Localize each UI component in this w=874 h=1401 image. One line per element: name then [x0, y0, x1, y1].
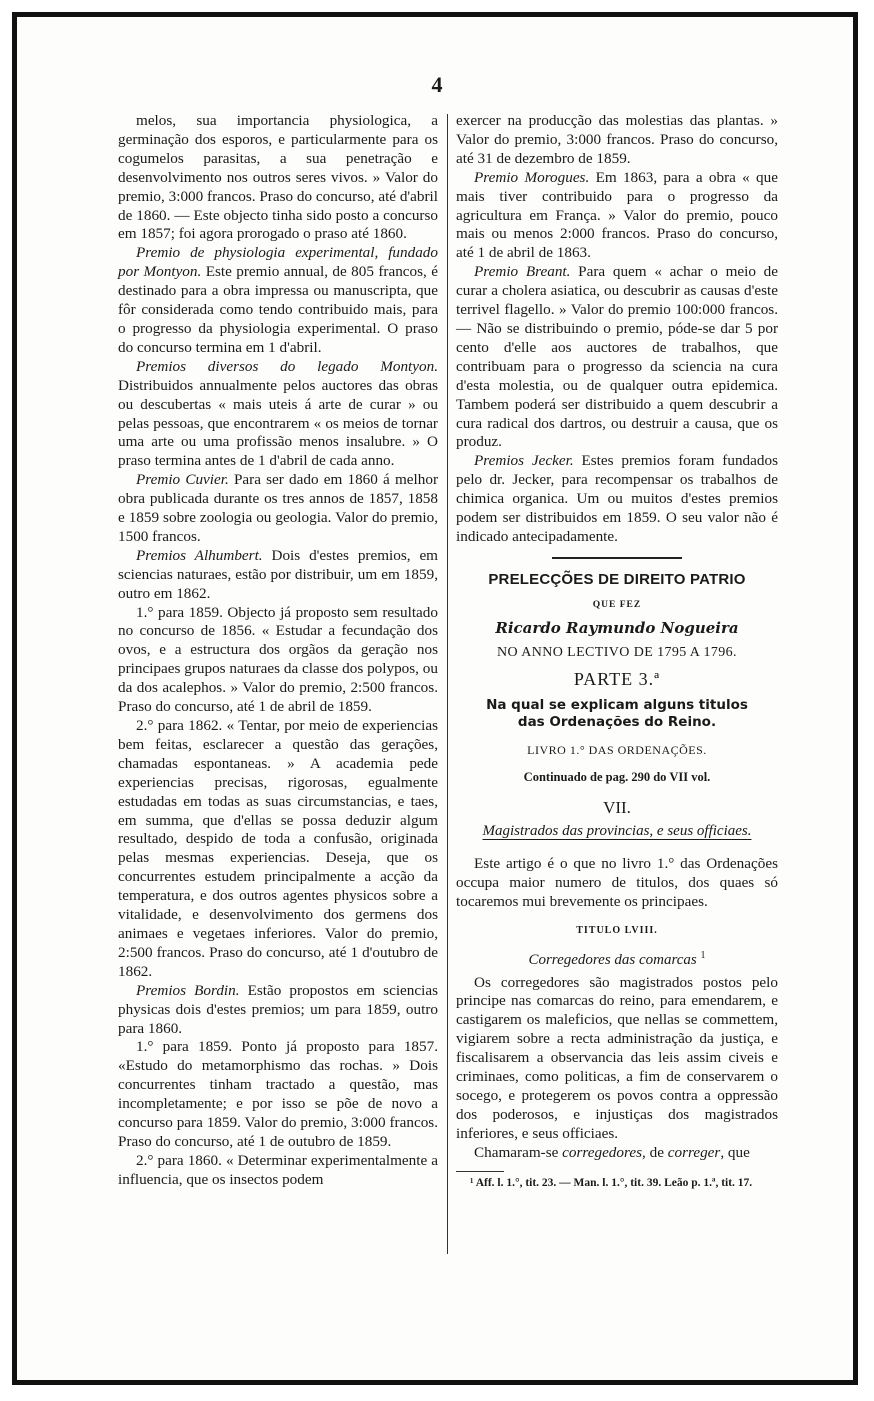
- part-title: PARTE 3.ª: [573, 669, 661, 690]
- paragraph: 2.° para 1860. « Determinar experimentalmente a influencia, que os insectos podem: [118, 1151, 438, 1188]
- paragraph: [118, 982, 438, 1039]
- part-subtitle-line-2: das Ordenações do Reino.: [517, 714, 717, 731]
- paragraph-text: Distribuidos annualmente pelos auctores das obras ou descubertas « mais uteis á arte de curar » ou pelas pessoas, que encontrarem « os meios de tornar uma arte ou uma profissão menos insalubre. » O praso termina antes de 1 d'abril de cada anno.: [118, 376, 438, 470]
- paragraph-lead: Premios Alhumbert.: [136, 546, 263, 564]
- section-number: VII.: [603, 798, 631, 818]
- paragraph: [456, 263, 778, 452]
- paragraph-text: Este premio annual, de 805 francos, é destinado para a obra impressa ou manuscripta, que fôr considerada como tendo contribuido mais, para o progresso da physiologia experimental. O praso do concurso termina em 1 d'abril.: [118, 263, 438, 356]
- footnote: ¹ Aff. l. 1.°, tit. 23. — Man. l. 1.°, tit. 39. Leão p. 1.ª, tit. 17.: [470, 1176, 753, 1189]
- section-title: Magistrados das provincias, e seus officiaes.: [482, 823, 752, 840]
- paragraph-lead: Premios diversos do legado Montyon.: [136, 357, 438, 375]
- part-subtitle: [456, 697, 778, 731]
- paragraph: [456, 452, 778, 547]
- paragraph: [118, 244, 438, 357]
- paragraph: [118, 547, 438, 604]
- paragraph: [456, 112, 778, 169]
- section-intro: Este artigo é o que no livro 1.° das Ordenações occupa maior numero de titulos, dos quaes só tocaremos mui brevemente os principaes.: [456, 855, 778, 910]
- que-fez-label: QUE FEZ: [592, 599, 642, 610]
- paragraph-text: Em 1863, para a obra « que mais tiver contribuido para o progresso da agricultura em França. » Valor do premio, pouco mais ou menos 2:000 francos. Praso do concurso, até 1 de abril de 1863.: [456, 168, 778, 262]
- paragraph-lead: Premios Bordin.: [136, 981, 240, 999]
- last-line-italic-1: corregedores: [562, 1143, 642, 1161]
- right-column-body: [456, 974, 778, 1144]
- paragraph: 2.° para 1862. « Tentar, por meio de experiencias bem feitas, esclarecer a questão das gerações, chamadas espontaneas. » A academia pede experiencias precisas, rigorosas, egualmente estudadas em todas as suas circumstancias, e taes, em summa, que d'ellas se possa deduzir algum resultado, despido de toda a confusão, originada pelas mesmas experiencias. Deseja, que os concurrentes estudem principalmente a acção da temperatura, e dos outros agentes physicos sobre a vitalidade, e desenvolvimento dos germens dos animaes e vegetaes inferiores. Valor do premio, 2:500 francos. Praso do concurso, até 1 d'outubro de 1862.: [118, 717, 438, 980]
- paragraph-text: Para quem « achar o meio de curar a cholera asiatica, ou descubrir as causas d'este terrivel flagello. » Valor do premio 100:000 francos. — Não se distribuindo o premio, póde-se dar 5 por cento d'elle aos auctores de trabalhos, que contribuam para o progresso da sciencia na cura d'esta molestia, ou de qualquer outra epidemica. Tambem poderá ser distribuido a quem descubrir a cura radical dos dartros, ou destruir a causa, que os produz.: [456, 263, 778, 451]
- left-column: [118, 112, 438, 1190]
- paragraph-text: Para ser dado em 1860 á melhor obra publicada durante os tres annos de 1857, 1858 e 1859 sobre zoologia ou geologia. Valor do premio, 1500 francos.: [118, 471, 438, 545]
- paragraph: melos, sua importancia physiologica, a germinação dos esporos, e particularmente para os cogumelos parasitas, a sua penetração e desenvolvimento nos outros seres vivos. » Valor do premio, 3:000 francos. Praso do concurso, até d'abril de 1860. — Este objecto tinha sido posto a concurso em 1857; foi agora prorogado o praso até 1860.: [118, 112, 438, 243]
- author-name: Ricardo Raymundo Nogueira: [495, 618, 739, 637]
- paragraph-text: Estes premios foram fundados pelo dr. Jecker, para recompensar os trabalhos de chimica organica. Um ou muitos d'estes premios podem ser distribuidos em 1859. O seu valor não é indicado antecipadamente.: [456, 452, 778, 545]
- section-rule: [552, 557, 682, 559]
- paragraph: Os corregedores são magistrados postos pelo principe nas comarcas do reino, para emendarem, e castigarem os maleficios, que nellas se commettem, vigiarem sobre a recta administração da justiça, e fiscalisarem a observancia das leis assim civeis e criminaes, como politicas, a fim de conservarem o socego, e protegerem os povos contra a oppressão dos poderosos, e injustiças dos magistrados inferiores, e seus officiaes.: [456, 973, 778, 1142]
- footnote-rule: [456, 1171, 504, 1172]
- paragraph-text: Dois d'estes premios, em sciencias naturaes, estão por distribuir, um em 1859, outro em 1862.: [118, 546, 438, 602]
- paragraph-lead: Premio Cuvier.: [136, 471, 229, 489]
- titulo-label: TITULO LVIII.: [576, 924, 658, 936]
- last-line-italic-2: correger: [667, 1143, 721, 1161]
- footnote-mark: 1: [700, 949, 706, 961]
- part-subtitle-line-1: Na qual se explicam alguns titulos: [486, 697, 748, 714]
- page-number: 4: [431, 72, 443, 97]
- paragraph-text: exercer na producção das molestias das plantas. » Valor do premio, 3:000 francos. Praso do concurso, até 31 de dezembro de 1859.: [456, 112, 778, 167]
- lecture-title: PRELECÇÕES DE DIREITO PATRIO: [488, 570, 746, 588]
- continued-note: Continuado de pag. 290 do VII vol.: [523, 770, 711, 785]
- lecture-heading: [456, 571, 778, 841]
- last-line-post: , que: [720, 1143, 750, 1161]
- paragraph-lead: Premio de physiologia experimental, fundado por Montyon.: [118, 244, 438, 281]
- paragraph-lead: Premio Breant.: [474, 263, 571, 281]
- right-column: [456, 112, 778, 1190]
- column-divider: [447, 114, 448, 1254]
- last-line-mid: , de: [642, 1143, 668, 1161]
- last-line-pre: Chamaram-se: [474, 1143, 563, 1161]
- paragraph: [118, 358, 438, 471]
- paragraph: 1.° para 1859. Ponto já proposto para 1857. «Estudo do metamorphismo das rochas. » Dois concurrentes tinham tractado a questão, mas incompletamente; e por isso se põe de novo a concurso para 1859. Valor do premio, 3:000 francos. Praso do concurso, até 1 de outubro de 1859.: [118, 1038, 438, 1150]
- paragraph-text: Estão propostos em sciencias physicas dois d'estes premios; um para 1859, outro para 1860.: [118, 981, 438, 1037]
- paragraph: [118, 471, 438, 547]
- book-label: LIVRO 1.° DAS ORDENAÇÕES.: [527, 743, 707, 758]
- titulo-name: [456, 947, 778, 970]
- titulo-name-text: Corregedores das comarcas: [528, 951, 697, 968]
- academic-year: NO ANNO LECTIVO DE 1795 A 1796.: [497, 644, 737, 660]
- paragraph-lead: Premios Jecker.: [474, 452, 574, 470]
- paragraph-lead: Premio Morogues.: [474, 168, 590, 186]
- right-column-prize-text: [456, 112, 778, 547]
- paragraph: 1.° para 1859. Objecto já proposto sem resultado no concurso de 1856. « Estudar a fecundação dos ovos, e a estructura dos orgãos da geração nos principaes grupos naturaes da classe dos polypos, ou da dos acalephos. » Valor do premio, 2:500 francos. Praso do concurso, até 1 de abril de 1859.: [118, 603, 438, 716]
- paragraph: [456, 169, 778, 264]
- last-line: [456, 1144, 778, 1163]
